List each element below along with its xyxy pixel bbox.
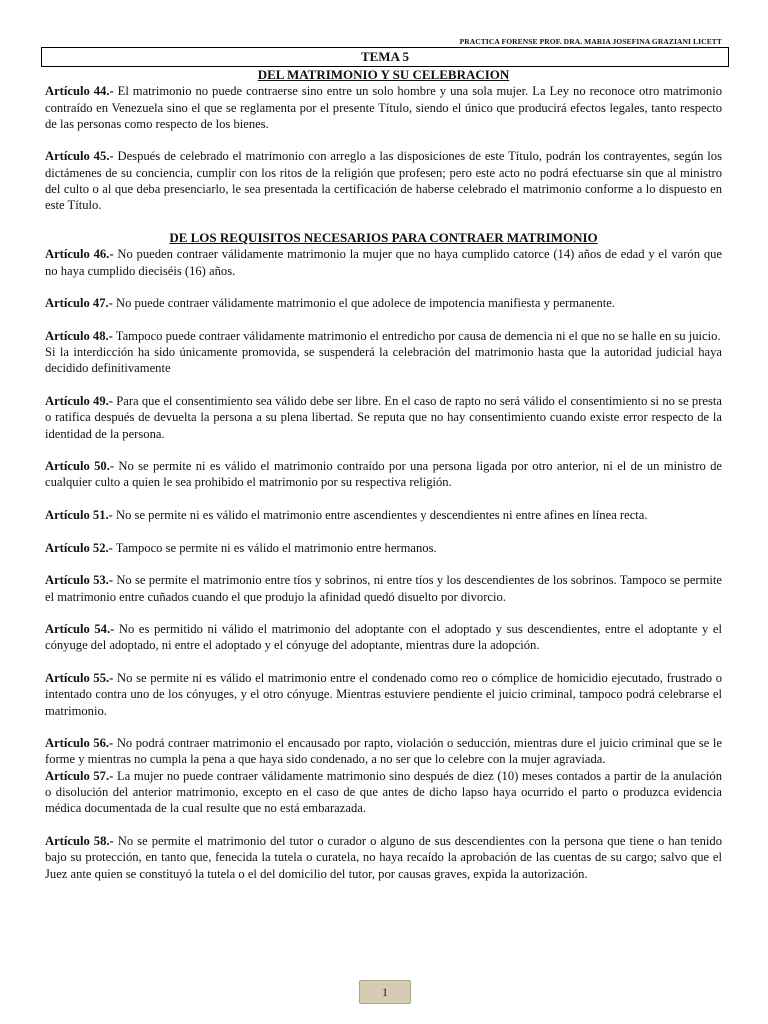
article-49 [45,393,722,442]
article-label: Artículo 56.- [45,736,114,751]
article-label: Artículo 46.- [45,247,114,262]
article-58 [45,833,722,882]
article-51 [45,507,722,523]
section-heading-celebracion: DEL MATRIMONIO Y SU CELEBRACION [257,67,510,82]
article-53 [45,572,722,605]
article-label: Artículo 57.- [45,768,114,783]
article-48 [45,328,722,377]
article-56 [45,735,722,768]
article-text: No pueden contraer válidamente matrimonio la mujer que no haya cumplido catorce (14) años de edad y el varón que no haya cumplido dieciséis (16) años. [45,247,723,278]
article-text: Después de celebrado el matrimonio con arreglo a las disposiciones de este Título, podrán los contrayentes, según los dictámenes de su conciencia, cumplir con los ritos de la religión que profesen; pero este acto no podrá efectuarse sin que al ministro del culto o al que deba presenciarlo, le sea presentada la certificación de haberse celebrado el matrimonio conforme a lo dispuesto en este Título. [45,149,723,213]
article-label: Artículo 44.- [45,84,114,99]
article-text: No puede contraer válidamente matrimonio el que adolece de impotencia manifiesta y permanente. [112,296,616,311]
article-text: Tampoco puede contraer válidamente matrimonio el entredicho por causa de demencia ni el que no se halle en su juicio. [112,328,721,343]
article-label: Artículo 55.- [45,670,114,685]
article-52 [45,540,722,556]
article-50 [45,458,722,491]
article-label: Artículo 53.- [45,573,114,588]
article-label: Artículo 47.- [45,296,113,311]
article-label: Artículo 45.- [45,149,114,164]
article-text: No se permite el matrimonio del tutor o curador o alguno de sus descendientes con la persona que tiene o han tenido bajo su protección, en tanto que, fenecida la tutela o curatela, no haya recaído la aprobación de las cuentas de su cargo; salvo que el Juez ante quien se constituyó la tutela o el del domicilio del tutor, por causas graves, expida la autorización. [45,833,722,881]
article-text: No se permite ni es válido el matrimonio entre el condenado como reo o cómplice de homicidio ejecutado, frustrado o intentado contra uno de los cónyuges, y el otro cónyuge. Mientras estuviere pendiente el juicio criminal, tampoco podrá celebrarse el matrimonio. [45,670,722,718]
article-44 [45,83,722,132]
article-text-continued: Si la interdicción ha sido únicamente promovida, se suspenderá la celebración del matrimonio hasta que la autoridad judicial haya decidido definitivamente [45,345,722,376]
section-heading-requisitos: DE LOS REQUISITOS NECESARIOS PARA CONTRAER MATRIMONIO [169,229,598,245]
article-text: Para que el consentimiento sea válido debe ser libre. En el caso de rapto no será válido el consentimiento si no se presta o ratifica después de devuelta la persona a su plena libertad. Se reputa que no hay consentimiento cuando existe error respecto de la identidad de la persona. [45,393,722,441]
article-label: Artículo 54.- [45,622,115,637]
article-47 [45,295,722,311]
article-text: No se permite ni es válido el matrimonio contraído por una persona ligada por otro anterior, ni el de un ministro de cualquier culto a quien le sea prohibido el matrimonio por su respectiva religión. [45,459,722,490]
article-label: Artículo 52.- [45,540,113,555]
article-text: No se permite ni es válido el matrimonio entre ascendientes y descendientes ni entre afines en línea recta. [112,508,648,523]
article-text: El matrimonio no puede contraerse sino entre un solo hombre y una sola mujer. La Ley no reconoce otro matrimonio contraído en Venezuela sino el que se reglamenta por el presente Título, siendo el único que producirá efectos legales, tanto respecto de las personas como respecto de los bienes. [45,84,722,131]
article-label: Artículo 48.- [45,328,113,343]
article-label: Artículo 51.- [45,508,113,523]
course-header: PRACTICA FORENSE PROF. DRA. MARIA JOSEFINA GRAZIANI LICETT [459,37,722,46]
page-number-badge: 1 [359,980,411,1004]
article-text: No se permite el matrimonio entre tíos y sobrinos, ni entre tíos y los descendientes de los sobrinos. Tampoco se permite el matrimonio entre cuñados cuando el que produjo la afinidad quedó disuelto por divorcio. [45,573,722,604]
article-label: Artículo 49.- [45,393,113,408]
article-text: No podrá contraer matrimonio el encausado por rapto, violación o seducción, mientras dure el juicio criminal que se le forme y mientras no cumpla la pena a que haya sido condenado, a no ser que lo celebre con la mujer agraviada. [45,736,722,767]
article-text: No es permitido ni válido el matrimonio del adoptante con el adoptado y sus descendientes, entre el adoptante y el cónyuge del adoptado, ni entre el adoptado y el cónyuge del adoptante, mientras dure la adopción. [45,622,722,653]
tema-title: TEMA 5 [41,47,729,67]
article-54 [45,621,722,654]
article-text: La mujer no puede contraer válidamente matrimonio sino después de diez (10) meses contados a partir de la anulación o disolución del anterior matrimonio, excepto en el caso de que antes de dicho lapso haya ocurrido el parto o produzca evidencia médica documentada de la cual resulte que no está embarazada. [45,768,722,816]
document-body [45,67,722,898]
article-55 [45,670,722,719]
article-label: Artículo 58.- [45,833,114,848]
article-text: Tampoco se permite ni es válido el matrimonio entre hermanos. [112,540,437,555]
article-label: Artículo 50.- [45,459,115,474]
article-46 [45,246,722,279]
article-57 [45,768,722,817]
article-45 [45,148,722,213]
